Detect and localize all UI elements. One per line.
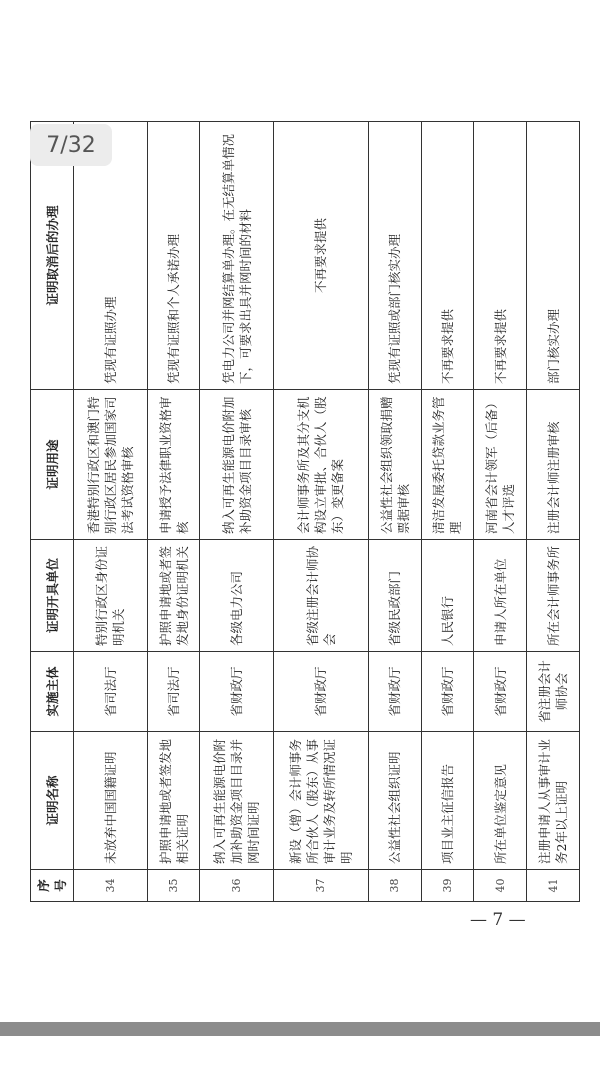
table-row — [421, 122, 474, 902]
cell-name: 纳入可再生能源电价附加补助资金项目目录并网时间证明 — [200, 732, 274, 870]
cell-body: 省财政厅 — [274, 652, 369, 732]
header-issuer: 证明开具单位 — [31, 540, 74, 652]
table-row — [274, 122, 369, 902]
cell-seq: 40 — [474, 870, 527, 902]
cell-seq: 39 — [421, 870, 474, 902]
cell-name: 所在单位鉴定意见 — [474, 732, 527, 870]
header-name: 证明名称 — [31, 732, 74, 870]
certificate-table-rotated — [30, 122, 580, 902]
cell-after: 凭现有证照和个人承诺办理 — [147, 122, 200, 390]
cell-name: 护照申请地或者签发地相关证明 — [147, 732, 200, 870]
scroll-progress-bar[interactable] — [0, 1022, 600, 1036]
cell-purpose: 清洁发展委托贷款业务管理 — [421, 390, 474, 540]
cell-issuer: 护照申请地或者签发地身份证明机关 — [147, 540, 200, 652]
cell-seq: 36 — [200, 870, 274, 902]
cell-after: 不再要求提供 — [274, 122, 369, 390]
header-after: 证明取消后的办理 — [31, 122, 74, 390]
header-body: 实施主体 — [31, 652, 74, 732]
table-row — [147, 122, 200, 902]
cell-issuer: 所在会计师事务所 — [527, 540, 580, 652]
cell-issuer: 省级民政部门 — [368, 540, 421, 652]
cell-body: 省注册会计师协会 — [527, 652, 580, 732]
table-row — [74, 122, 148, 902]
table-header-row — [31, 122, 74, 902]
header-purpose: 证明用途 — [31, 390, 74, 540]
cell-body: 省财政厅 — [421, 652, 474, 732]
cell-body: 省司法厅 — [147, 652, 200, 732]
cell-purpose: 纳入可再生能源电价附加补助资金项目目录审核 — [200, 390, 274, 540]
header-seq: 序号 — [31, 870, 74, 902]
cell-seq: 34 — [74, 870, 148, 902]
cell-issuer: 省级注册会计师协会 — [274, 540, 369, 652]
cell-body: 省司法厅 — [74, 652, 148, 732]
cell-after: 不再要求提供 — [421, 122, 474, 390]
cell-after: 凭电力公司并网结算单办理。在无结算单情况下，可要求出具并网时间的材料 — [200, 122, 274, 390]
cell-purpose: 河南省会计领军（后备）人才评选 — [474, 390, 527, 540]
cell-name: 公益性社会组织证明 — [368, 732, 421, 870]
table-row — [474, 122, 527, 902]
page-number: — 7 — — [470, 910, 526, 930]
cell-seq: 37 — [274, 870, 369, 902]
cell-after: 凭现有证照办理 — [74, 122, 148, 390]
cell-body: 省财政厅 — [474, 652, 527, 732]
cell-body: 省财政厅 — [368, 652, 421, 732]
cell-purpose: 香港特别行政区和澳门特别行政区居民参加国家司法考试资格审核 — [74, 390, 148, 540]
cell-name: 项目业主征信报告 — [421, 732, 474, 870]
cell-issuer: 申请人所在单位 — [474, 540, 527, 652]
cell-seq: 35 — [147, 870, 200, 902]
cell-issuer: 人民银行 — [421, 540, 474, 652]
cell-seq: 38 — [368, 870, 421, 902]
cell-name: 注册申请人从事审计业务2年以上证明 — [527, 732, 580, 870]
cell-name: 新设（增）会计师事务所合伙人（股东）从事审计业务及转所情况证明 — [274, 732, 369, 870]
cell-seq: 41 — [527, 870, 580, 902]
cell-issuer: 特别行政区身份证明机关 — [74, 540, 148, 652]
table-row — [368, 122, 421, 902]
cell-purpose: 申请授予法律职业资格审核 — [147, 390, 200, 540]
cell-issuer: 各级电力公司 — [200, 540, 274, 652]
cell-after: 不再要求提供 — [474, 122, 527, 390]
table-row — [527, 122, 580, 902]
cell-purpose: 公益性社会组织领取捐赠票据审核 — [368, 390, 421, 540]
cell-name: 未放弃中国国籍证明 — [74, 732, 148, 870]
cell-after: 凭现有证照或部门核实办理 — [368, 122, 421, 390]
page-counter-badge: 7/32 — [30, 124, 112, 166]
cell-after: 部门核实办理 — [527, 122, 580, 390]
table-row — [200, 122, 274, 902]
cell-body: 省财政厅 — [200, 652, 274, 732]
cell-purpose: 会计师事务所及其分支机构设立审批、合伙人（股东）变更备案 — [274, 390, 369, 540]
certificate-table — [30, 121, 580, 902]
cell-purpose: 注册会计师注册审核 — [527, 390, 580, 540]
